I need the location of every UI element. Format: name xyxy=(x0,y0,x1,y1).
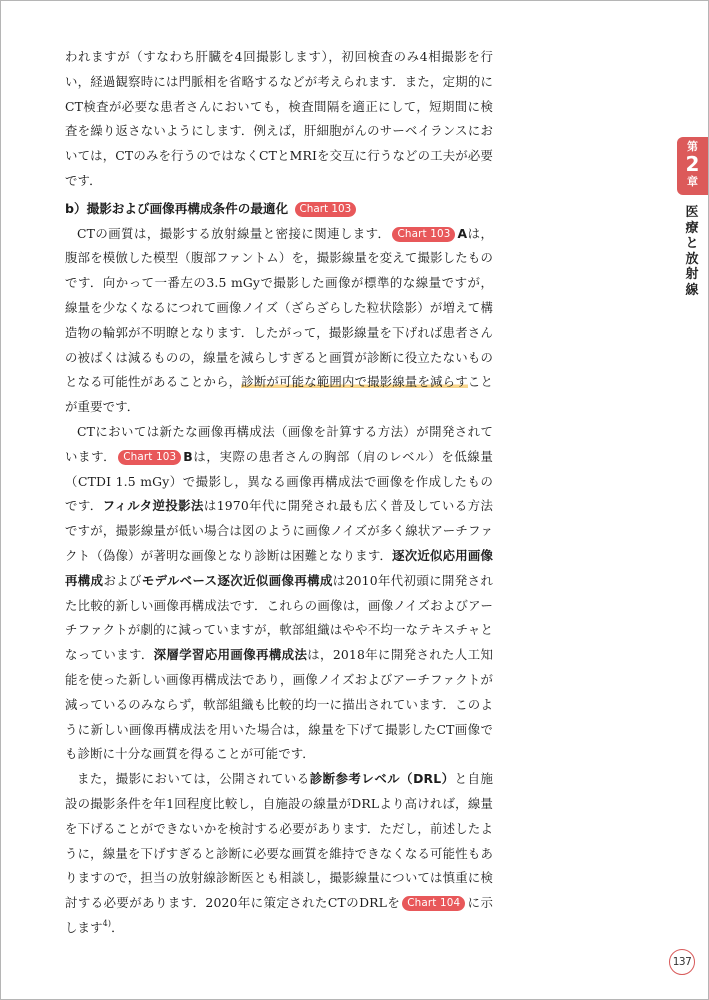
section-heading xyxy=(65,197,493,222)
chart-104-reference[interactable]: Chart 104 xyxy=(402,896,465,911)
chapter-title-vertical: 医療と放射線 xyxy=(685,205,699,298)
citation-superscript[interactable]: 4) xyxy=(102,918,112,928)
text-segment: は2010年代初頭に開発された比較的新しい画像再構成法です．これらの画像は，画像ノイズおよびアーチファクトが劇的に減っていますが，軟部組織はやや不均一なテキスチャとなっています． xyxy=(65,572,494,663)
chapter-number: 2 xyxy=(685,152,700,176)
chapter-prefix: 第 xyxy=(687,140,698,153)
paragraph-continuation: われますが（すなわち肝臓を4回撮影します），初回検査のみ4相撮影を行い，経過観察時には門脈相を省略するなどが考えられます．また，定期的にCT検査が必要な患者さんにおいても，検査間隔を適正にして，短期間に検査を繰り返さないようにします．例えば，肝細胞がんのサーベイランスにおいては，CTのみを行うのではなくCTとMRIを交互に行うなどの工夫が必要です． xyxy=(65,49,493,188)
chapter-tab xyxy=(677,137,708,195)
figure-label-a: A xyxy=(457,225,468,241)
text-segment: ことが重要です． xyxy=(65,374,493,415)
text-segment: に示します xyxy=(65,895,493,935)
text-segment: は，実際の患者さんの胸部（肩のレベル）を低線量（CTDI 1.5 mGy）で撮影し，異なる画像再構成法で画像を作成したものです． xyxy=(65,448,494,514)
page-number: 137 xyxy=(669,949,695,975)
chart-103-reference[interactable]: Chart 103 xyxy=(118,450,181,465)
chart-103-reference[interactable]: Chart 103 xyxy=(295,202,357,217)
highlighted-phrase: 診断が可能な範囲内で撮影線量を減らす xyxy=(241,374,468,390)
text-segment: は1970年代に開発され最も広く普及している方法ですが，撮影線量が低い場合は図のように画像ノイズが多く線状アーチファクト（偽像）が著明な画像となり診断は困難となります． xyxy=(65,498,493,563)
text-segment: また，撮影においては，公開されている xyxy=(77,771,310,787)
text-segment: は，腹部を模倣した模型（腹部ファントム）を，撮影線量を変えて撮影したものです．向かって一番左の3.5 mGyで撮影した画像が標準的な線量ですが，線量を少なくなるにつれて画像ノイズ（ざらざらした粒状陰影）が増えて構造物の輪郭が不明瞭となります．したがって，撮影線量を下げれば患者さんの被ばくは減るものの，線量を減らしすぎると画質が診断に役立たないものとなる可能性があることから， xyxy=(65,225,493,390)
main-text-column xyxy=(65,45,493,941)
paragraph-drl xyxy=(65,767,493,941)
chart-103-reference[interactable]: Chart 103 xyxy=(392,227,455,242)
text-segment: と自施設の撮影条件を年1回程度比較し，自施設の線量がDRLより高ければ，線量を下げることができないかを検討する必要があります．ただし，前述したように，線量を下げすぎると診断に必要な画質を維持できなくなる可能性もありますので，担当の放射線診断医とも相談し，撮影線量については慎重に検討する必要があります．2020年に策定されたCTのDRLを xyxy=(65,771,493,911)
paragraph-image-quality xyxy=(65,222,493,420)
paragraph-reconstruction xyxy=(65,420,493,767)
text-segment: CTの画質は，撮影する放射線量と密接に関連します． xyxy=(77,225,391,241)
text-segment: は，2018年に開発された人工知能を使った新しい画像再構成法であり，画像ノイズおよびアーチファクトが減っているのみならず，軟部組織も比較的均一に描出されています．このように新しい画像再構成法を用いた場合は，線量を下げて撮影したCT画像でも診断に十分な画質を得ることが可能です． xyxy=(65,647,493,762)
chapter-suffix: 章 xyxy=(687,175,698,188)
text-segment: および xyxy=(103,572,142,588)
bold-term: 逐次近似応用画像再構成 xyxy=(65,547,493,588)
text-segment: ． xyxy=(111,919,124,935)
figure-label-b: B xyxy=(183,448,193,464)
bold-term: 診断参考レベル（DRL） xyxy=(309,771,455,787)
bold-term: フィルタ逆投影法 xyxy=(102,498,204,514)
section-heading-title: b）撮影および画像再構成条件の最適化 xyxy=(65,200,289,216)
bold-term: 深層学習応用画像再構成法 xyxy=(153,647,308,663)
text-segment: CTにおいては新たな画像再構成法（画像を計算する方法）が開発されています． xyxy=(65,423,493,464)
bold-term: モデルベース逐次近似画像再構成 xyxy=(141,572,333,588)
